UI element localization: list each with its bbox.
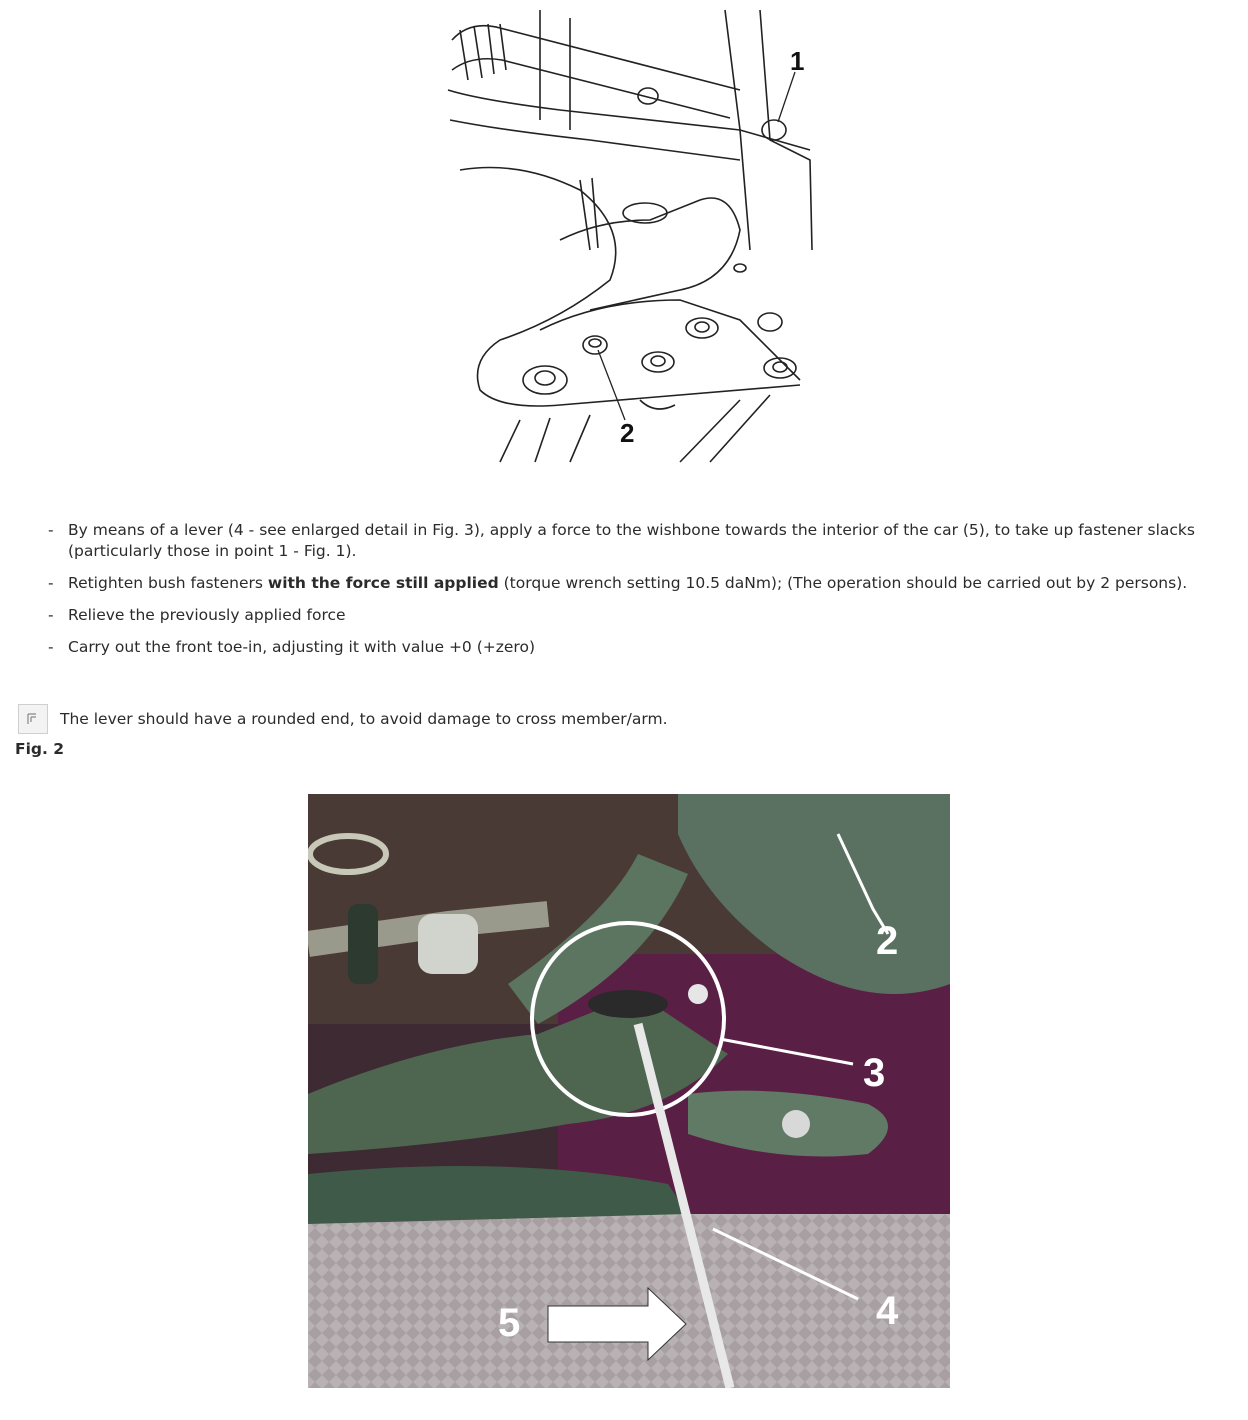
instruction-text: Retighten bush fasteners — [68, 574, 268, 592]
note-text: The lever should have a rounded end, to avoid damage to cross member/arm. — [60, 710, 668, 728]
figure-label: Fig. 2 — [15, 740, 65, 758]
instruction-item — [44, 573, 1240, 594]
instruction-text: Relieve the previously applied force — [68, 606, 346, 624]
instruction-item — [44, 637, 1240, 658]
wishbone-drawing — [440, 0, 820, 470]
bullet-dash: - — [48, 521, 54, 539]
instruction-text: Carry out the front toe-in, adjusting it with value +0 (+zero) — [68, 638, 535, 656]
bullet-dash: - — [48, 606, 54, 624]
instruction-text: By means of a lever (4 - see enlarged detail in Fig. 3), apply a force to the wishbone towards the interior of the car (5), to take up fastener slacks (particularly those in point 1 - Fig. 1). — [68, 521, 1195, 560]
instruction-list — [44, 520, 1240, 669]
figure-1-line-drawing — [440, 0, 820, 470]
instruction-item — [44, 605, 1240, 626]
bullet-dash: - — [48, 638, 54, 656]
callout-1: 1 — [790, 46, 805, 76]
instruction-item — [44, 520, 1240, 562]
callout-2: 2 — [620, 418, 635, 448]
callout-4: 4 — [876, 1289, 899, 1333]
instruction-emphasis: with the force still applied — [267, 574, 499, 592]
note — [18, 704, 668, 734]
callout-3: 3 — [863, 1051, 886, 1095]
callout-2: 2 — [876, 919, 899, 963]
note-icon — [18, 704, 48, 734]
instruction-text-cont: (torque wrench setting 10.5 daNm); (The operation should be carried out by 2 persons). — [498, 574, 1188, 592]
suspension-photo — [308, 794, 950, 1388]
callout-5: 5 — [498, 1301, 521, 1345]
bullet-dash: - — [48, 574, 54, 592]
figure-2-photo — [308, 794, 950, 1388]
